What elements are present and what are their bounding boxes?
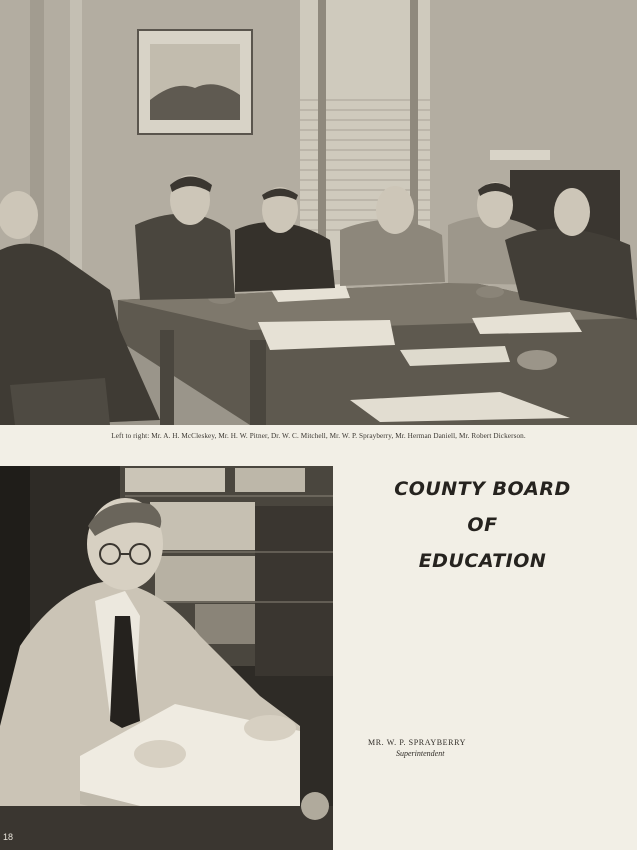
superintendent-name: MR. W. P. SPRAYBERRY [368,738,466,747]
heading-line-3: EDUCATION [418,550,547,572]
heading-line-1: COUNTY BOARD [394,478,571,500]
superintendent-role: Superintendent [396,749,445,758]
photo-caption: Left to right: Mr. A. H. McCleskey, Mr. H. W. Pitner, Dr. W. C. Mitchell, Mr. W. P. Sprayberry, Mr. Herman Daniell, Mr. Robert Dickerson. [111,432,526,440]
heading-line-2: OF [467,514,498,536]
page-number: 18 [3,832,14,842]
superintendent-photo [0,466,333,850]
